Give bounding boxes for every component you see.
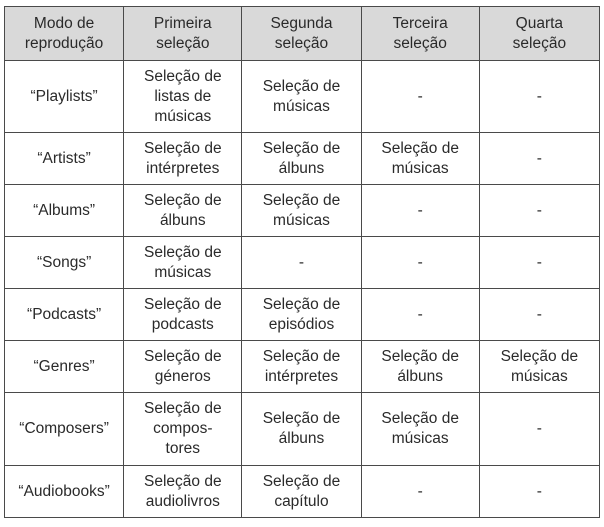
table-cell: “Composers” xyxy=(5,393,124,466)
table-cell: - xyxy=(479,289,599,341)
header-row xyxy=(5,7,600,61)
table-cell: - xyxy=(361,61,479,133)
table-cell: - xyxy=(479,61,599,133)
table-cell: “Albums” xyxy=(5,185,124,237)
table-row xyxy=(5,61,600,133)
table-cell: “Audiobooks” xyxy=(5,466,124,518)
table-cell: “Genres” xyxy=(5,341,124,393)
table-cell: Seleção de álbuns xyxy=(242,393,361,466)
table-row xyxy=(5,341,600,393)
table-cell: - xyxy=(361,289,479,341)
table-row xyxy=(5,237,600,289)
table-cell: Seleção de músicas xyxy=(361,393,479,466)
header-first-selection: Primeira seleção xyxy=(124,7,242,61)
table-cell: - xyxy=(479,133,599,185)
table-cell: Seleção de episódios xyxy=(242,289,361,341)
table-cell: Seleção de compos- tores xyxy=(124,393,242,466)
table-cell: Seleção de álbuns xyxy=(242,133,361,185)
table-cell: Seleção de podcasts xyxy=(124,289,242,341)
table-cell: Seleção de músicas xyxy=(361,133,479,185)
playback-mode-table xyxy=(4,6,600,518)
table-cell: - xyxy=(361,237,479,289)
table-cell: Seleção de músicas xyxy=(242,61,361,133)
table-cell: - xyxy=(479,393,599,466)
table-cell: Seleção de capítulo xyxy=(242,466,361,518)
table-cell: Seleção de listas de músicas xyxy=(124,61,242,133)
table-cell: Seleção de géneros xyxy=(124,341,242,393)
table-cell: - xyxy=(479,237,599,289)
table-cell: - xyxy=(479,185,599,237)
header-fourth-selection: Quarta seleção xyxy=(479,7,599,61)
table-row xyxy=(5,133,600,185)
table-cell: - xyxy=(479,466,599,518)
table-cell: Seleção de músicas xyxy=(242,185,361,237)
header-second-selection: Segunda seleção xyxy=(242,7,361,61)
table-row xyxy=(5,185,600,237)
table-cell: Seleção de álbuns xyxy=(124,185,242,237)
table-cell: “Artists” xyxy=(5,133,124,185)
table-cell: Seleção de músicas xyxy=(124,237,242,289)
table-cell: - xyxy=(242,237,361,289)
table-cell: Seleção de audiolivros xyxy=(124,466,242,518)
header-third-selection: Terceira seleção xyxy=(361,7,479,61)
table-cell: Seleção de álbuns xyxy=(361,341,479,393)
table-row xyxy=(5,289,600,341)
table-cell: “Podcasts” xyxy=(5,289,124,341)
table-cell: Seleção de intérpretes xyxy=(124,133,242,185)
table-cell: “Songs” xyxy=(5,237,124,289)
header-playback-mode: Modo de reprodução xyxy=(5,7,124,61)
table-row xyxy=(5,466,600,518)
table-cell: “Playlists” xyxy=(5,61,124,133)
table-row xyxy=(5,393,600,466)
table-cell: - xyxy=(361,466,479,518)
table-cell: Seleção de músicas xyxy=(479,341,599,393)
table-cell: Seleção de intérpretes xyxy=(242,341,361,393)
table-cell: - xyxy=(361,185,479,237)
